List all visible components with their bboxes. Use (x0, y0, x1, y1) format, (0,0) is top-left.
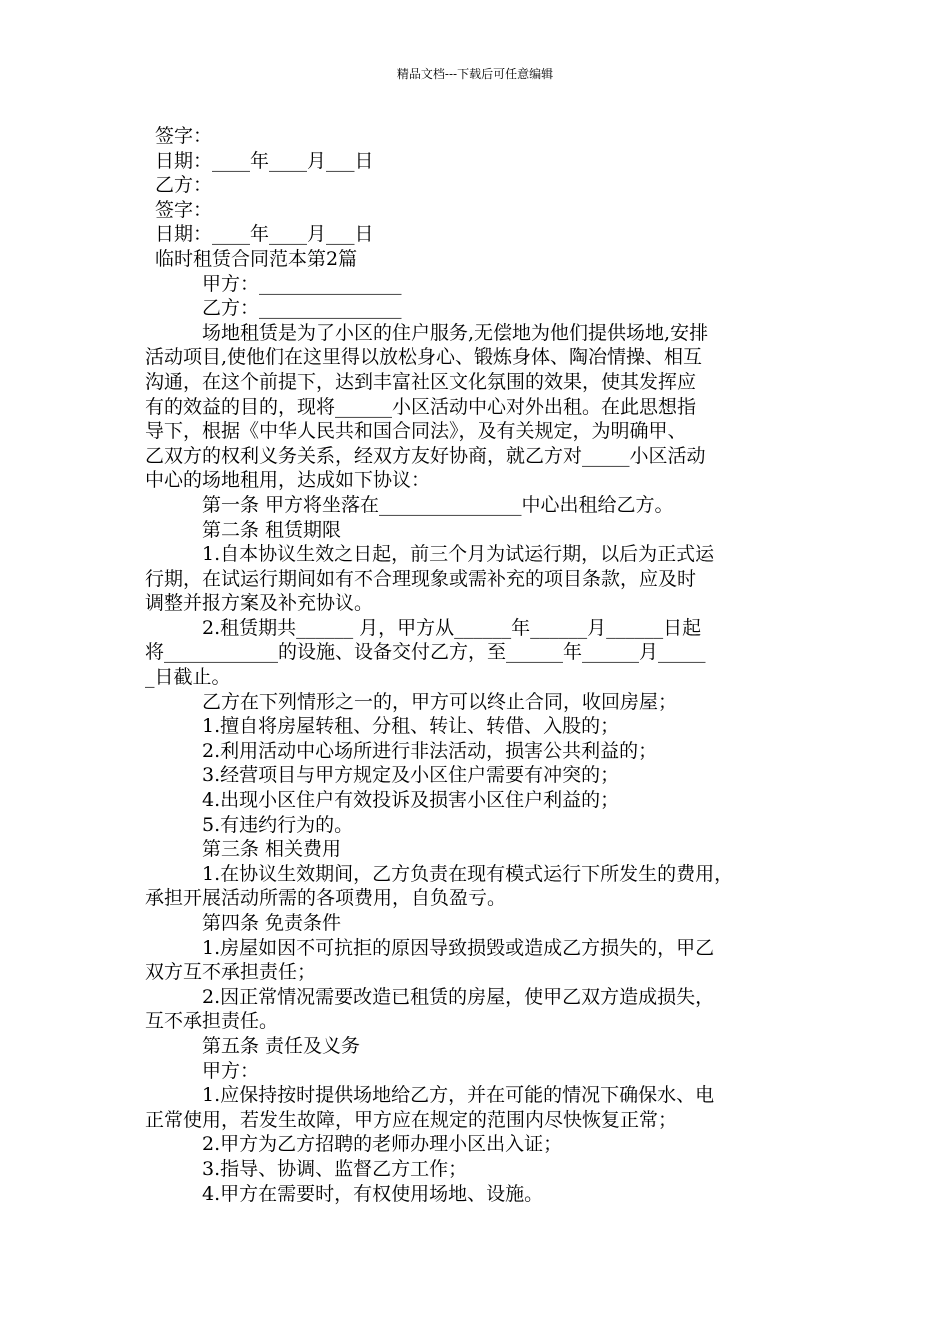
text-line: 场地租赁是为了小区的住户服务,无偿地为他们提供场地,安排 (202, 321, 709, 344)
text-line: 2.甲方为乙方招聘的老师办理小区出入证； (202, 1133, 563, 1156)
text-line: 乙方在下列情形之一的，甲方可以终止合同，收回房屋； (202, 690, 678, 713)
text-line: 行期，在试运行期间如有不合理现象或需补充的项目条款，应及时 (145, 567, 697, 590)
text-line: 互不承担责任。 (145, 1010, 279, 1033)
text-line: 1.在协议生效期间，乙方负责在现有模式运行下所发生的费用， (202, 862, 734, 885)
text-line: _日截止。 (145, 666, 231, 689)
text-line: 活动项目,使他们在这里得以放松身心、锻炼身体、陶冶情操、相互 (145, 346, 703, 369)
text-line: 第五条 责任及义务 (202, 1034, 361, 1057)
text-line: 1.擅自将房屋转租、分租、转让、转借、入股的； (202, 715, 620, 738)
document-body (145, 124, 815, 1206)
text-line: 正常使用，若发生故障，甲方应在规定的范围内尽快恢复正常； (145, 1108, 678, 1131)
text-line: 乙方：_______________ (202, 297, 402, 320)
text-line: 第四条 免责条件 (202, 912, 342, 934)
text-line: 乙方： (155, 174, 213, 197)
text-line: 4.出现小区住户有效投诉及损害小区住户利益的； (202, 789, 620, 812)
text-line: 第二条 租赁期限 (202, 518, 342, 541)
text-line: 签字： (155, 198, 213, 221)
text-line: 5.有违约行为的。 (202, 813, 354, 836)
text-line: 1.房屋如因不可抗拒的原因导致损毁或造成乙方损失的，甲乙 (202, 936, 715, 959)
text-line: 3.经营项目与甲方规定及小区住户需要有冲突的； (202, 764, 620, 787)
text-line: 乙双方的权利义务关系，经双方友好协商，就乙方对_____小区活动 (145, 444, 706, 467)
text-line: 调整并报方案及补充协议。 (145, 592, 374, 615)
text-line: 2.因正常情况需要改造已租赁的房屋，使甲乙双方造成损失， (202, 985, 715, 1008)
text-line: 临时租赁合同范本第2篇 (155, 247, 358, 270)
text-line: 双方互不承担责任； (145, 961, 317, 984)
text-line: 签字： (155, 125, 213, 147)
text-line: 甲方： (202, 1059, 260, 1082)
text-line: 日期：____年____月___日 (155, 223, 374, 246)
page-header: 精品文档---下载后可任意编辑 (396, 67, 554, 81)
text-line: 1.自本协议生效之日起，前三个月为试运行期，以后为正式运 (202, 543, 715, 566)
text-line: 3.指导、协调、监督乙方工作； (202, 1157, 468, 1180)
text-line: 第三条 相关费用 (202, 838, 342, 861)
text-line: 4.甲方在需要时，有权使用场地、设施。 (202, 1182, 544, 1205)
text-line: 甲方：_______________ (202, 272, 402, 295)
text-line: 将____________的设施、设备交付乙方，至______年______月_____ (145, 641, 706, 664)
text-line: 2.租赁期共______ 月，甲方从______年______月______日起 (202, 616, 702, 639)
text-line: 日期：____年____月___日 (155, 149, 374, 172)
text-line: 1.应保持按时提供场地给乙方，并在可能的情况下确保水、电 (202, 1084, 715, 1107)
text-line: 中心的场地租用，达成如下协议： (145, 469, 431, 492)
text-line: 承担开展活动所需的各项费用，自负盈亏。 (145, 887, 507, 910)
text-line: 有的效益的目的，现将______小区活动中心对外出租。在此思想指 (145, 395, 697, 418)
text-line: 2.利用活动中心场所进行非法活动，损害公共利益的； (202, 739, 658, 762)
text-line: 导下，根据《中华人民共和国合同法》，及有关规定，为明确甲、 (145, 420, 687, 443)
text-line: 沟通，在这个前提下，达到丰富社区文化氛围的效果，使其发挥应 (145, 370, 697, 393)
text-line: 第一条 甲方将坐落在_______________中心出租给乙方。 (202, 493, 674, 516)
